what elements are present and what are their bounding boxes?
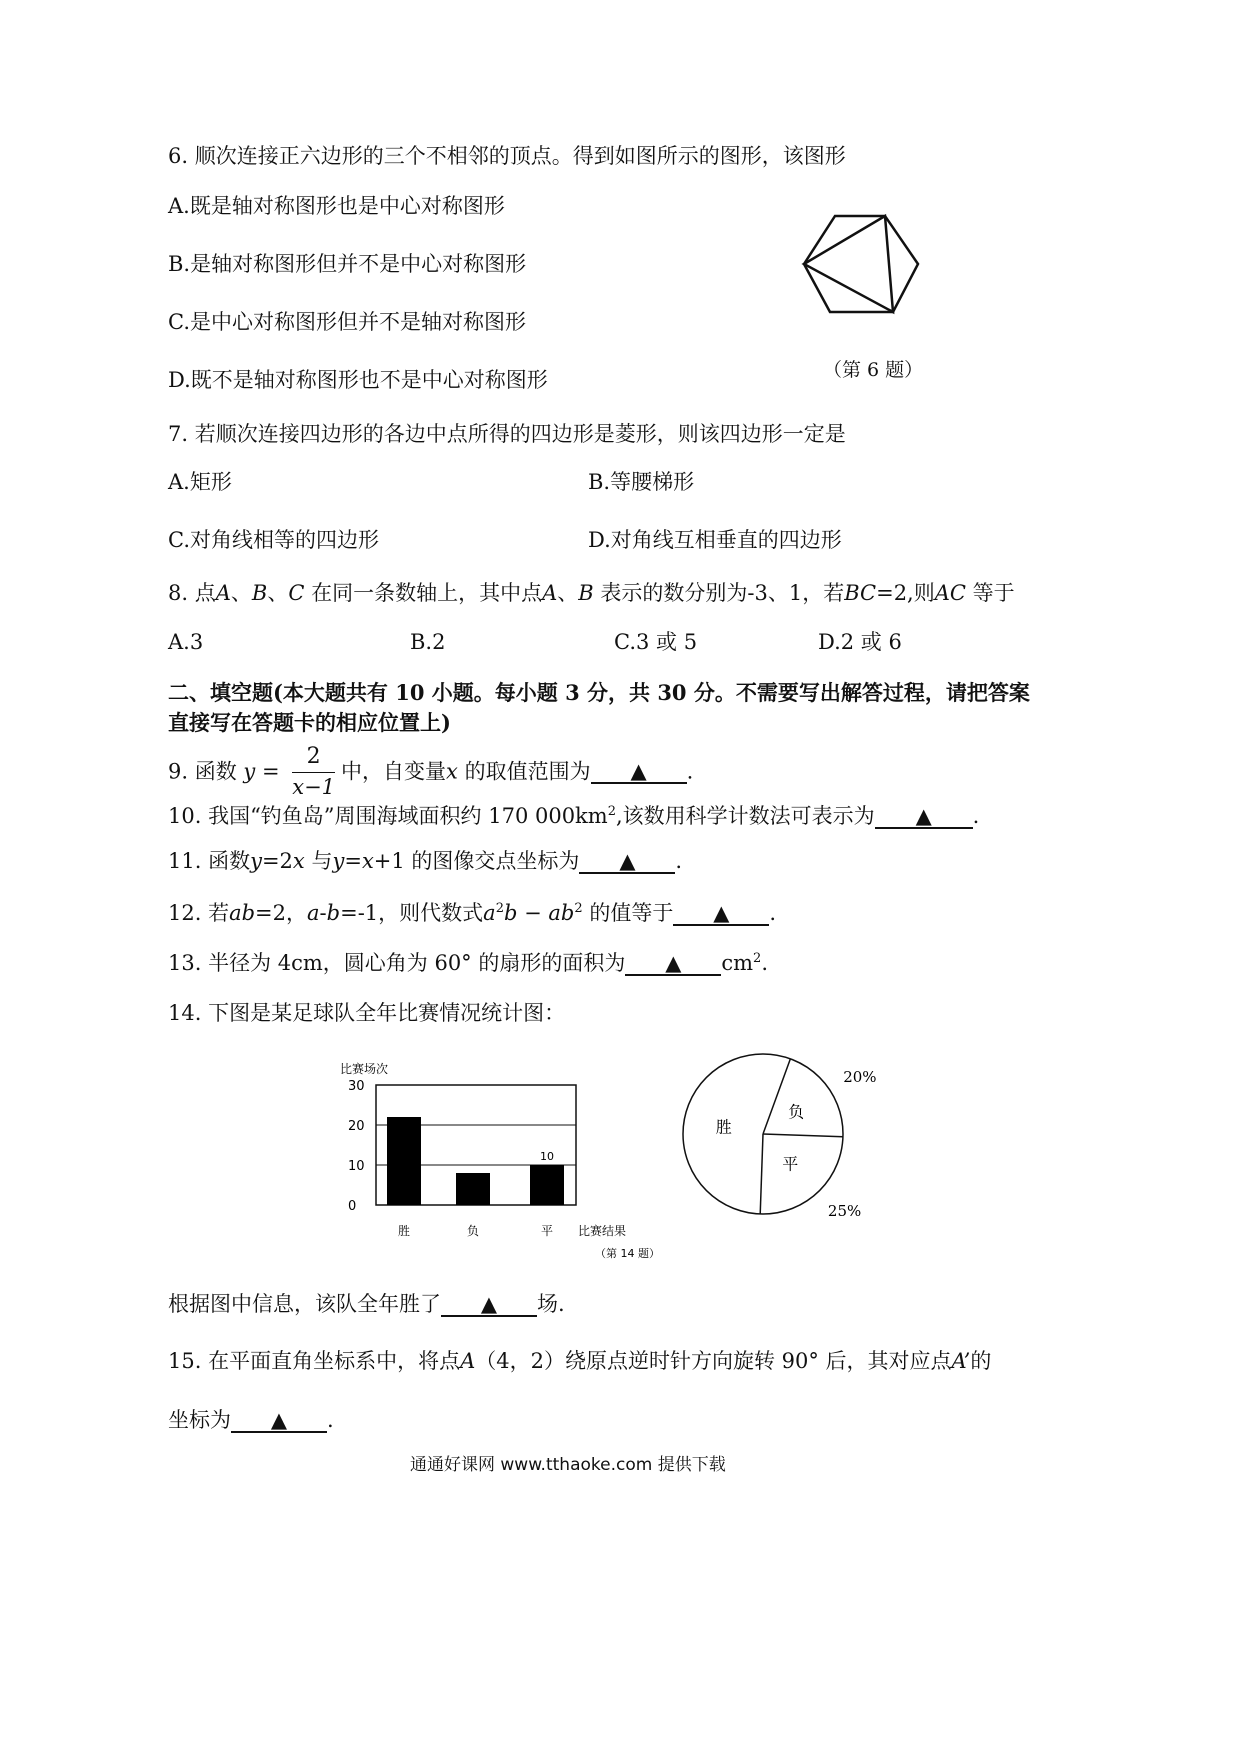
- q6-option-d: D.既不是轴对称图形也不是中心对称图形: [168, 368, 548, 392]
- pie-slice-boundary: [760, 1134, 763, 1214]
- q15-answer-blank[interactable]: ▲: [231, 1409, 327, 1433]
- bar-chart-ytick-label: 30: [348, 1079, 365, 1094]
- bar-2: [456, 1173, 490, 1205]
- bar-chart: [330, 1055, 660, 1265]
- q7-stem: 7. 若顺次连接四边形的各边中点所得的四边形是菱形，则该四边形一定是: [168, 422, 846, 446]
- q8-stem: 8. 点A、B、C 在同一条数轴上，其中点A、B 表示的数分别为-3、1，若BC=2,则AC 等于: [168, 581, 1015, 605]
- bar-chart-ylabel: 比赛场次: [340, 1062, 389, 1076]
- q6-stem: 6. 顺次连接正六边形的三个不相邻的顶点。得到如图所示的图形，该图形: [168, 144, 846, 168]
- q13-answer-blank[interactable]: ▲: [625, 952, 721, 976]
- bar-chart-ytick-label: 0: [348, 1199, 357, 1214]
- q6-option-a: A.既是轴对称图形也是中心对称图形: [168, 194, 505, 218]
- q14-after-line: 根据图中信息，该队全年胜了 ▲ 场.: [168, 1292, 565, 1316]
- pie-slice-label: 胜: [715, 1117, 732, 1137]
- pie-slice-value: 20%: [843, 1067, 877, 1086]
- q15-line1: 15. 在平面直角坐标系中，将点A（4，2）绕原点逆时针方向旋转 90° 后，其对应点A’的: [168, 1349, 992, 1373]
- q9-line: 9. 函数 y = $\frac{2}{x-1}$ 中，自变量x 的取值范围为 ▲ .: [168, 744, 694, 800]
- q15-line2: 坐标为 ▲ .: [168, 1408, 334, 1432]
- section2-heading-line2: 直接写在答题卡的相应位置上): [168, 710, 451, 735]
- q7-option-b: B.等腰梯形: [588, 470, 695, 494]
- pie-slice-value: 25%: [827, 1202, 862, 1221]
- pie-slice-boundary: [763, 1059, 790, 1134]
- bar-chart-xtick-label: 平: [541, 1224, 554, 1238]
- bar-chart-xlabel: 比赛结果: [578, 1224, 627, 1238]
- q12-line: 12. 若ab=2，a-b=-1，则代数式$a^2b - ab^2$ 的值等于 ▲ .: [168, 901, 777, 925]
- section2-heading-line1: 二、填空题(本大题共有 10 小题。每小题 3 分，共 30 分。不需要写出解答过程，请把答案: [168, 680, 1030, 705]
- bar-chart-xtick-label: 负: [467, 1224, 480, 1238]
- bar-3: [530, 1165, 564, 1205]
- bar-chart-ytick-label: 10: [348, 1159, 365, 1174]
- pie-chart: [660, 1050, 910, 1240]
- q13-line: 13. 半径为 4cm，圆心角为 60° 的扇形的面积为 ▲ $cm^2$.: [168, 951, 769, 975]
- q14-answer-blank[interactable]: ▲: [441, 1293, 537, 1317]
- hexagon-figure: [800, 210, 925, 320]
- bar-chart-xtick-label: 胜: [398, 1224, 411, 1238]
- q6-option-b: B.是轴对称图形但并不是中心对称图形: [168, 252, 527, 276]
- q6-figure-caption: （第 6 题）: [823, 359, 924, 381]
- q8-option-a: A.3: [168, 630, 204, 654]
- q8-option-b: B.2: [410, 630, 446, 654]
- q9-fraction: $\frac{2}{x-1}$: [292, 744, 336, 800]
- q12-answer-blank[interactable]: ▲: [673, 902, 769, 926]
- page-footer: 通通好课网 www.tthaoke.com 提供下载: [410, 1455, 726, 1475]
- pie-slice-label: 负: [788, 1102, 805, 1122]
- q11-line: 11. 函数y=2x 与y=x+1 的图像交点坐标为 ▲ .: [168, 849, 683, 873]
- q10-answer-blank[interactable]: ▲: [875, 805, 973, 829]
- q6-option-c: C.是中心对称图形但并不是轴对称图形: [168, 310, 526, 334]
- q7-option-a: A.矩形: [168, 470, 232, 494]
- q8-option-d: D.2 或 6: [818, 630, 902, 654]
- bar-1: [387, 1117, 421, 1205]
- q11-answer-blank[interactable]: ▲: [579, 850, 675, 874]
- q7-option-d: D.对角线互相垂直的四边形: [588, 528, 842, 552]
- q14-stem: 14. 下图是某足球队全年比赛情况统计图：: [168, 1001, 566, 1025]
- pie-slice-label: 平: [782, 1154, 799, 1174]
- inner-triangle: [804, 216, 893, 312]
- q8-option-c: C.3 或 5: [614, 630, 698, 654]
- q9-answer-blank[interactable]: ▲: [591, 760, 687, 784]
- q10-line: 10. 我国“钓鱼岛”周围海域面积约 170 $000km^2$,该数用科学计数法可表示为 ▲ .: [168, 804, 980, 828]
- bar-data-label: 10: [540, 1150, 554, 1163]
- q7-option-c: C.对角线相等的四边形: [168, 528, 379, 552]
- bar-chart-ytick-label: 20: [348, 1119, 365, 1134]
- bar-chart-caption: （第 14 题）: [595, 1247, 660, 1260]
- pie-slice-boundary: [763, 1134, 843, 1137]
